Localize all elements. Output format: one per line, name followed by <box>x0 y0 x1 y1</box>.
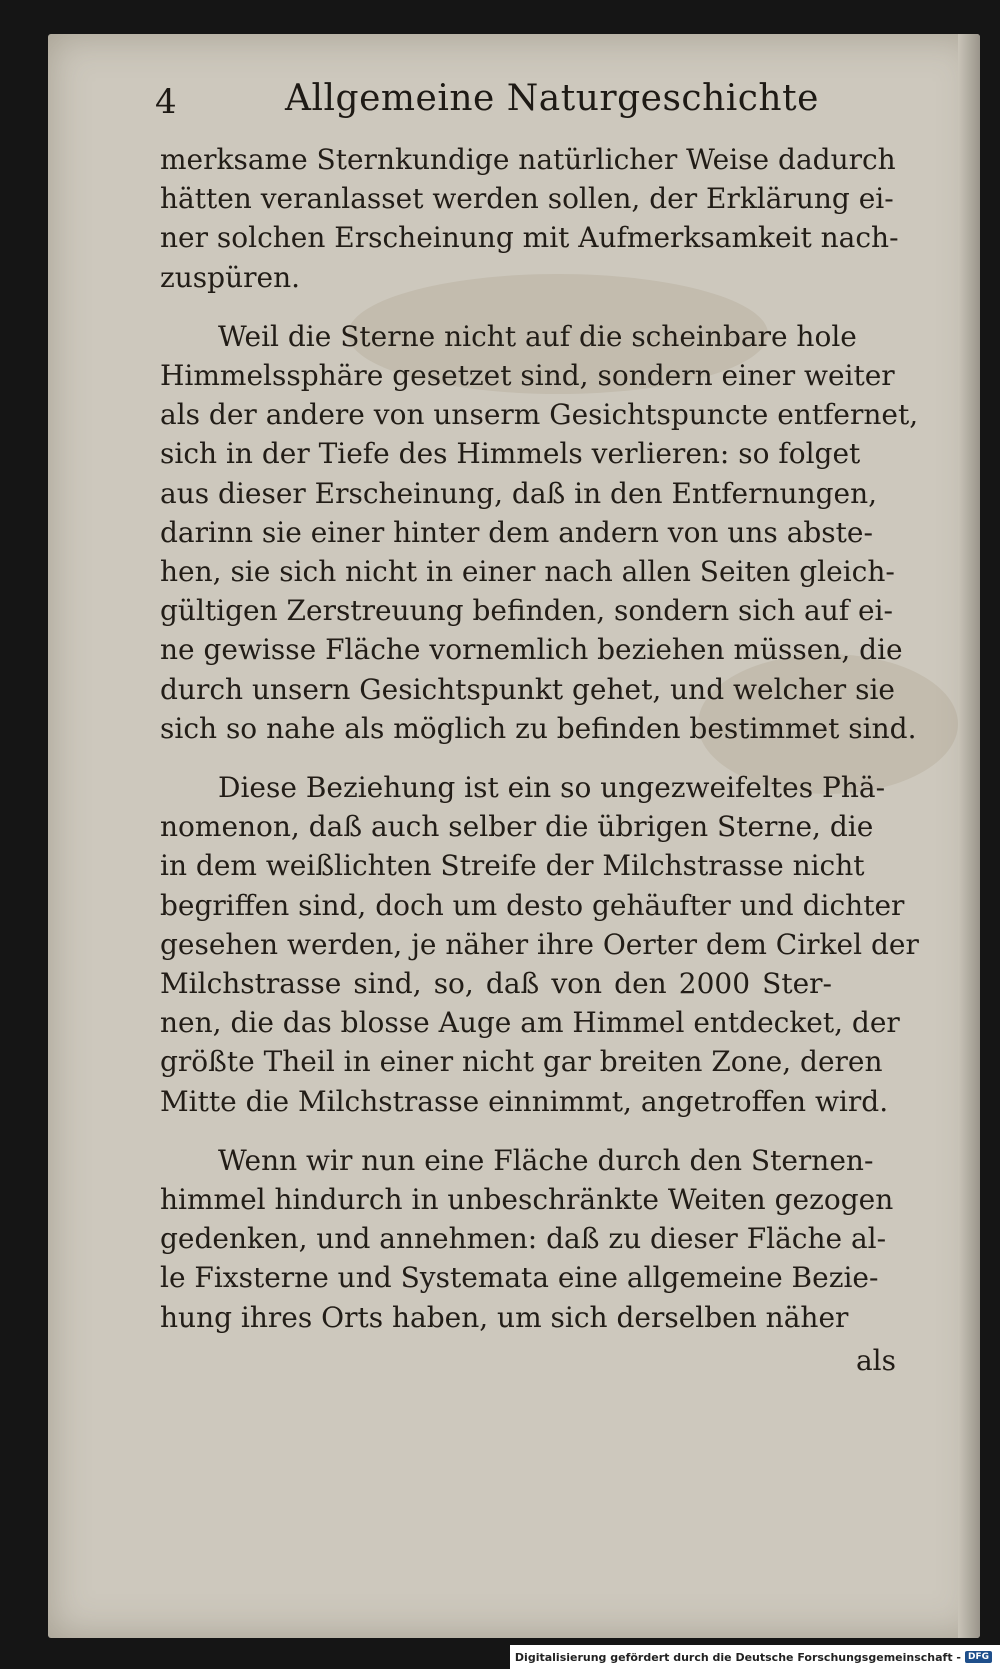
paragraph <box>160 768 919 1121</box>
page-number: 4 <box>155 82 177 122</box>
text-line: hen, sie sich nicht in einer nach allen Seiten gleich- <box>160 555 895 589</box>
text-line: le Fixsterne und Systemata eine allgemeine Bezie- <box>160 1261 879 1295</box>
text-line: Mitte die Milchstrasse einnimmt, angetroffen wird. <box>160 1084 889 1118</box>
text-line: ne gewisse Fläche vornemlich beziehen müssen, die <box>160 633 903 667</box>
page-header <box>155 78 819 128</box>
paragraph <box>160 317 919 748</box>
text-line: sich so nahe als möglich zu befinden bestimmet sind. <box>160 711 917 745</box>
text-line: Wenn wir nun eine Fläche durch den Sternen- <box>218 1143 874 1177</box>
catchword: als <box>855 1344 896 1377</box>
text-line: begriffen sind, doch um desto gehäufter und dichter <box>160 888 905 922</box>
text-line: gedenken, und annehmen: daß zu dieser Fläche al- <box>160 1222 887 1256</box>
body-text <box>160 140 919 1357</box>
text-line: zuspüren. <box>160 260 300 294</box>
text-line: merksame Sternkundige natürlicher Weise dadurch <box>160 143 896 176</box>
text-line: gesehen werden, je näher ihre Oerter dem Cirkel der <box>160 927 919 961</box>
text-line: Milchstrasse sind, so, daß von den 2000 Ster- <box>160 967 832 1001</box>
footer-credit: Digitalisierung gefördert durch die Deutsche Forschungsgemeinschaft - <box>514 1650 961 1664</box>
text-line: Himmelssphäre gesetzet sind, sondern einer weiter <box>160 359 895 393</box>
text-line: darinn sie einer hinter dem andern von uns abste- <box>160 515 873 549</box>
text-line: nomenon, daß auch selber die übrigen Sterne, die <box>160 810 874 844</box>
text-line: hung ihres Orts haben, um sich derselben näher <box>160 1300 849 1334</box>
footer-bar <box>510 1645 1000 1669</box>
text-line: als der andere von unserm Gesichtspuncte entfernet, <box>160 398 919 432</box>
text-line: aus dieser Erscheinung, daß in den Entfernungen, <box>160 476 878 510</box>
paragraph <box>160 140 899 297</box>
text-line: in dem weißlichten Streife der Milchstrasse nicht <box>160 849 865 883</box>
paragraph <box>160 1141 894 1337</box>
dfg-logo: DFG <box>965 1651 992 1663</box>
text-line: sich in der Tiefe des Himmels verlieren: so folget <box>160 437 861 471</box>
page-edge <box>958 34 980 1638</box>
text-line: himmel hindurch in unbeschränkte Weiten gezogen <box>160 1183 894 1217</box>
text-line: gültigen Zerstreuung befinden, sondern sich auf ei- <box>160 594 893 628</box>
text-line: hätten veranlasset werden sollen, der Erklärung ei- <box>160 182 894 216</box>
text-line: nen, die das blosse Auge am Himmel entdecket, der <box>160 1006 900 1040</box>
text-line: Weil die Sterne nicht auf die scheinbare hole <box>218 319 857 353</box>
running-head: Allgemeine Naturgeschichte <box>285 78 819 119</box>
text-line: Diese Beziehung ist ein so ungezweifeltes Phä- <box>218 771 886 805</box>
text-line: größte Theil in einer nicht gar breiten Zone, deren <box>160 1045 883 1079</box>
text-line: durch unsern Gesichtspunkt gehet, und welcher sie <box>160 672 895 706</box>
text-line: ner solchen Erscheinung mit Aufmerksamkeit nach- <box>160 221 899 255</box>
